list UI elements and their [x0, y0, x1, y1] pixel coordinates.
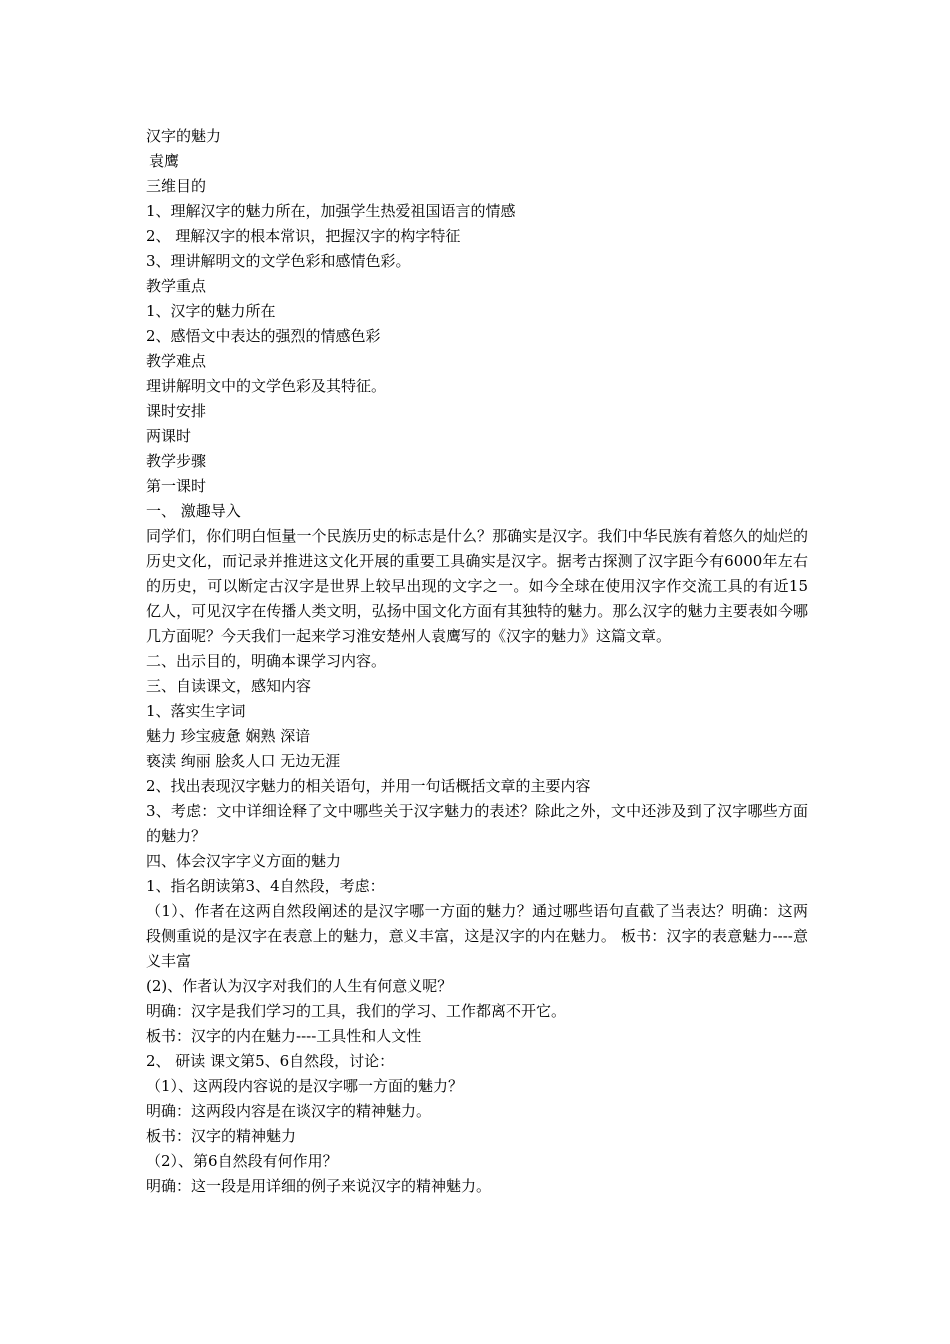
intro-paragraph: 同学们，你们明白恒量一个民族历史的标志是什么？那确实是汉字。我们中华民族有着悠久的灿烂的历史文化，而记录并推进这文化开展的重要工具确实是汉字。据考古探测了汉字距今有6000年左右的历史，可以断定古汉字是世界上较早出现的文字之一。如今全球在使用汉字作交流工具的有近15亿人，可见汉字在传播人类文明，弘扬中国文化方面有其独特的魅力。那么汉字的魅力主要表如今哪几方面呢？今天我们一起来学习淮安楚州人袁鹰写的《汉字的魅力》这篇文章。 — [146, 527, 808, 645]
document-line: 三维目的 — [146, 177, 207, 195]
document-line: 板书：汉字的内在魅力----工具性和人文性 — [146, 1027, 422, 1045]
document-line: 1、落实生字词 — [146, 702, 246, 720]
document-body — [146, 124, 808, 1199]
document-line: 明确：汉字是我们学习的工具，我们的学习、工作都离不开它。 — [146, 1002, 567, 1020]
document-line: （1）、这两段内容说的是汉字哪一方面的魅力？ — [146, 1077, 464, 1095]
document-line: 1、理解汉字的魅力所在，加强学生热爱祖国语言的情感 — [146, 202, 516, 220]
document-line: 一、 激趣导入 — [146, 502, 241, 520]
document-line: （2）、第6自然段有何作用？ — [146, 1152, 338, 1170]
document-line: 2、 研读 课文第5、6自然段，讨论： — [146, 1052, 395, 1070]
document-line: 2、找出表现汉字魅力的相关语句，并用一句话概括文章的主要内容 — [146, 777, 591, 795]
document-line: 教学难点 — [146, 352, 207, 370]
document-line: 课时安排 — [146, 402, 207, 420]
document-line: 教学步骤 — [146, 452, 207, 470]
document-line: 理讲解明文中的文学色彩及其特征。 — [146, 377, 387, 395]
document-line: 板书：汉字的精神魅力 — [146, 1127, 297, 1145]
document-line: 1、指名朗读第3、4自然段，考虑： — [146, 877, 385, 895]
lines2-block — [146, 649, 808, 799]
document-line: 明确：这一段是用详细的例子来说汉字的精神魅力。 — [146, 1177, 492, 1195]
document-line: 四、体会汉字字义方面的魅力 — [146, 852, 342, 870]
document-author: 袁鹰 — [149, 152, 180, 170]
document-line: 两课时 — [146, 427, 192, 445]
document-line: 2、感悟文中表达的强烈的情感色彩 — [146, 327, 381, 345]
document-line: 1、汉字的魅力所在 — [146, 302, 276, 320]
document-line: 三、自读课文，感知内容 — [146, 677, 312, 695]
document-line: 亵渎 绚丽 脍炙人口 无边无涯 — [146, 752, 341, 770]
document-line: 明确：这两段内容是在谈汉字的精神魅力。 — [146, 1102, 432, 1120]
lines3-block — [146, 849, 808, 899]
document-line: (2)、作者认为汉字对我们的人生有何意义呢？ — [146, 977, 453, 995]
analysis-paragraph: （1）、作者在这两自然段阐述的是汉字哪一方面的魅力？通过哪些语句直截了当表达？明确：这两段侧重说的是汉字在表意上的魅力，意义丰富，这是汉字的内在魅力。 板书：汉字的表意魅力----意义丰富 — [146, 902, 808, 970]
document-line: 第一课时 — [146, 477, 207, 495]
document-title: 汉字的魅力 — [146, 127, 222, 145]
document-line: 3、理讲解明文的文学色彩和感情色彩。 — [146, 252, 411, 270]
document-line: 魅力 珍宝疲惫 娴熟 深谙 — [146, 727, 311, 745]
question-paragraph: 3、考虑：文中详细诠释了文中哪些关于汉字魅力的表述？除此之外，文中还涉及到了汉字哪些方面的魅力？ — [146, 802, 808, 845]
document-line: 教学重点 — [146, 277, 207, 295]
document-line: 二、出示目的，明确本课学习内容。 — [146, 652, 387, 670]
lines4-block — [146, 974, 808, 1199]
lines-block — [146, 174, 808, 524]
document-line: 2、 理解汉字的根本常识，把握汉字的构字特征 — [146, 227, 461, 245]
